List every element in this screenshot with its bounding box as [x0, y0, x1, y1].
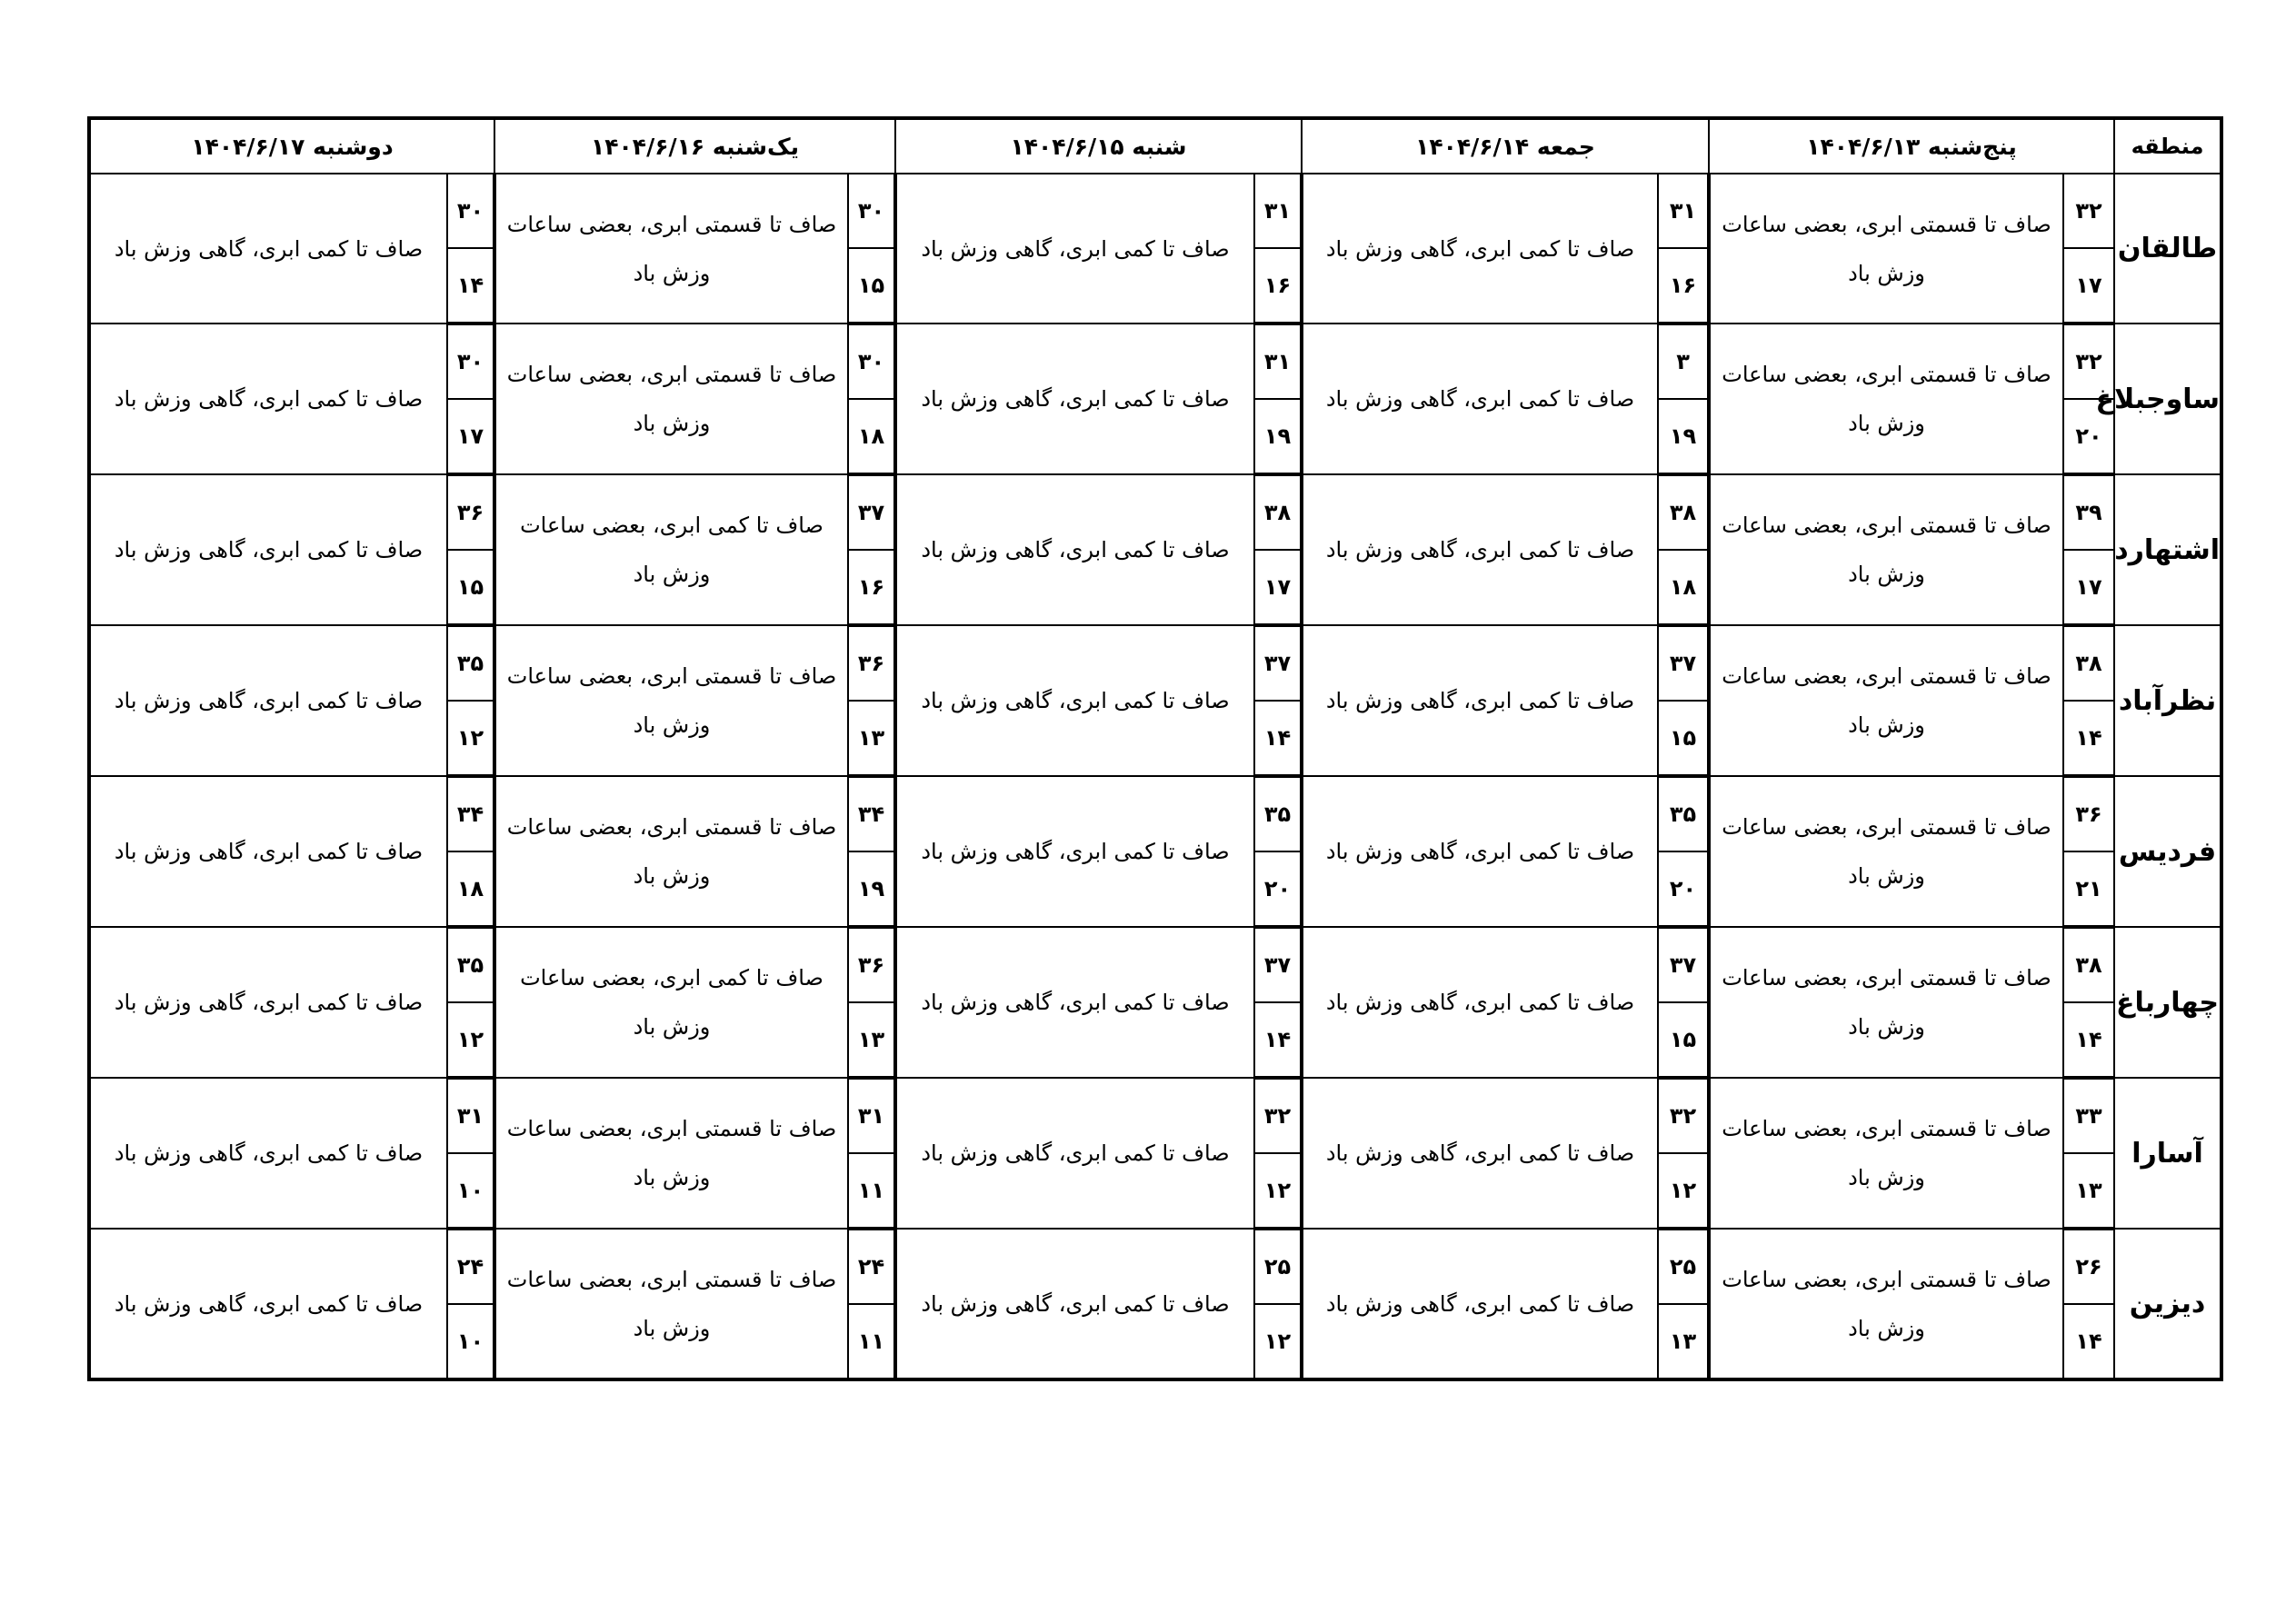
min-temperature: ۱۶ [1658, 248, 1709, 324]
region-column-header: منطقه [2114, 118, 2221, 174]
min-temperature: ۱۳ [848, 701, 895, 776]
min-temperature: ۱۵ [1658, 701, 1709, 776]
weather-description: صاف تا کمی ابری، گاهی وزش باد [89, 1078, 447, 1229]
region-name: آسارا [2114, 1078, 2221, 1229]
max-temperature: ۳۰ [848, 324, 895, 399]
max-temperature: ۳۸ [2063, 625, 2114, 701]
max-temperature: ۳۰ [447, 174, 494, 248]
weather-description: صاف تا قسمتی ابری، بعضی ساعات وزش باد [494, 1229, 848, 1379]
weather-description: صاف تا قسمتی ابری، بعضی ساعات وزش باد [494, 324, 848, 474]
min-temperature: ۱۷ [2063, 550, 2114, 625]
min-temperature: ۲۰ [2063, 399, 2114, 474]
weather-description: صاف تا کمی ابری، گاهی وزش باد [89, 324, 447, 474]
min-temperature: ۱۴ [2063, 701, 2114, 776]
max-temperature: ۳۷ [1254, 625, 1302, 701]
min-temperature: ۱۵ [447, 550, 494, 625]
header-row [89, 118, 2221, 174]
weather-description: صاف تا کمی ابری، گاهی وزش باد [1302, 927, 1658, 1078]
weather-description: صاف تا قسمتی ابری، بعضی ساعات وزش باد [494, 625, 848, 776]
weather-description: صاف تا کمی ابری، گاهی وزش باد [1302, 1078, 1658, 1229]
min-temperature: ۱۱ [848, 1304, 895, 1379]
weather-description: صاف تا کمی ابری، گاهی وزش باد [895, 927, 1254, 1078]
max-temperature: ۳۵ [447, 927, 494, 1002]
table-row [89, 927, 2221, 1002]
min-temperature: ۱۲ [1658, 1153, 1709, 1229]
max-temperature: ۳۹ [2063, 474, 2114, 550]
weather-description: صاف تا قسمتی ابری، بعضی ساعات وزش باد [494, 776, 848, 927]
weather-description: صاف تا قسمتی ابری، بعضی ساعات وزش باد [1709, 1078, 2063, 1229]
weather-description: صاف تا کمی ابری، گاهی وزش باد [89, 474, 447, 625]
weather-description: صاف تا کمی ابری، گاهی وزش باد [1302, 625, 1658, 776]
weather-description: صاف تا کمی ابری، گاهی وزش باد [89, 927, 447, 1078]
region-name: ساوجبلاغ [2114, 324, 2221, 474]
max-temperature: ۳۷ [1658, 927, 1709, 1002]
region-name: طالقان [2114, 174, 2221, 324]
weather-description: صاف تا کمی ابری، گاهی وزش باد [1302, 324, 1658, 474]
min-temperature: ۱۴ [2063, 1304, 2114, 1379]
min-temperature: ۱۹ [1254, 399, 1302, 474]
min-temperature: ۱۳ [2063, 1153, 2114, 1229]
min-temperature: ۱۴ [1254, 701, 1302, 776]
min-temperature: ۱۸ [848, 399, 895, 474]
min-temperature: ۱۲ [1254, 1304, 1302, 1379]
max-temperature: ۲۵ [1658, 1229, 1709, 1304]
min-temperature: ۱۷ [1254, 550, 1302, 625]
weather-description: صاف تا کمی ابری، گاهی وزش باد [1302, 1229, 1658, 1379]
max-temperature: ۳۱ [1254, 324, 1302, 399]
max-temperature: ۳۲ [1254, 1078, 1302, 1153]
day-column-header: شنبه ۱۴۰۴/۶/۱۵ [895, 118, 1302, 174]
min-temperature: ۱۹ [848, 851, 895, 927]
day-column-header: دوشنبه ۱۴۰۴/۶/۱۷ [89, 118, 494, 174]
weather-description: صاف تا کمی ابری، بعضی ساعات وزش باد [494, 927, 848, 1078]
max-temperature: ۳۷ [1658, 625, 1709, 701]
weather-description: صاف تا کمی ابری، گاهی وزش باد [89, 625, 447, 776]
min-temperature: ۱۶ [1254, 248, 1302, 324]
day-column-header: جمعه ۱۴۰۴/۶/۱۴ [1302, 118, 1709, 174]
region-name: فردیس [2114, 776, 2221, 927]
min-temperature: ۱۹ [1658, 399, 1709, 474]
max-temperature: ۳۱ [848, 1078, 895, 1153]
weather-description: صاف تا قسمتی ابری، بعضی ساعات وزش باد [1709, 776, 2063, 927]
max-temperature: ۳۶ [848, 927, 895, 1002]
min-temperature: ۱۱ [848, 1153, 895, 1229]
table-row [89, 1078, 2221, 1153]
max-temperature: ۳۶ [2063, 776, 2114, 851]
min-temperature: ۱۲ [447, 701, 494, 776]
day-column-header: یک‌شنبه ۱۴۰۴/۶/۱۶ [494, 118, 895, 174]
weather-description: صاف تا قسمتی ابری، بعضی ساعات وزش باد [494, 1078, 848, 1229]
max-temperature: ۲۶ [2063, 1229, 2114, 1304]
weather-description: صاف تا قسمتی ابری، بعضی ساعات وزش باد [1709, 927, 2063, 1078]
max-temperature: ۳ [1658, 324, 1709, 399]
max-temperature: ۳۶ [447, 474, 494, 550]
max-temperature: ۳۸ [1254, 474, 1302, 550]
max-temperature: ۳۷ [1254, 927, 1302, 1002]
weather-description: صاف تا قسمتی ابری، بعضی ساعات وزش باد [1709, 625, 2063, 776]
weather-description: صاف تا کمی ابری، گاهی وزش باد [895, 625, 1254, 776]
day-column-header: پنج‌شنبه ۱۴۰۴/۶/۱۳ [1709, 118, 2114, 174]
min-temperature: ۱۰ [447, 1153, 494, 1229]
max-temperature: ۳۵ [1658, 776, 1709, 851]
max-temperature: ۳۲ [2063, 174, 2114, 248]
table-row [89, 324, 2221, 399]
weather-description: صاف تا کمی ابری، گاهی وزش باد [1302, 474, 1658, 625]
max-temperature: ۲۴ [447, 1229, 494, 1304]
weather-description: صاف تا قسمتی ابری، بعضی ساعات وزش باد [1709, 174, 2063, 324]
weather-description: صاف تا کمی ابری، گاهی وزش باد [89, 1229, 447, 1379]
max-temperature: ۳۱ [1254, 174, 1302, 248]
weather-description: صاف تا کمی ابری، بعضی ساعات وزش باد [494, 474, 848, 625]
weather-description: صاف تا قسمتی ابری، بعضی ساعات وزش باد [494, 174, 848, 324]
min-temperature: ۱۷ [2063, 248, 2114, 324]
max-temperature: ۳۸ [2063, 927, 2114, 1002]
weather-description: صاف تا کمی ابری، گاهی وزش باد [895, 474, 1254, 625]
min-temperature: ۱۵ [848, 248, 895, 324]
table-row [89, 174, 2221, 248]
table-row [89, 625, 2221, 701]
min-temperature: ۱۷ [447, 399, 494, 474]
min-temperature: ۱۸ [447, 851, 494, 927]
min-temperature: ۲۱ [2063, 851, 2114, 927]
table-row [89, 776, 2221, 851]
min-temperature: ۱۸ [1658, 550, 1709, 625]
table-row [89, 1229, 2221, 1304]
weather-forecast-table [87, 116, 2223, 1381]
min-temperature: ۱۶ [848, 550, 895, 625]
min-temperature: ۲۰ [1658, 851, 1709, 927]
weather-description: صاف تا کمی ابری، گاهی وزش باد [895, 1078, 1254, 1229]
min-temperature: ۱۲ [447, 1002, 494, 1078]
max-temperature: ۲۴ [848, 1229, 895, 1304]
weather-description: صاف تا کمی ابری، گاهی وزش باد [895, 1229, 1254, 1379]
max-temperature: ۳۲ [2063, 324, 2114, 399]
weather-description: صاف تا قسمتی ابری، بعضی ساعات وزش باد [1709, 324, 2063, 474]
max-temperature: ۳۲ [1658, 1078, 1709, 1153]
min-temperature: ۱۳ [848, 1002, 895, 1078]
weather-description: صاف تا کمی ابری، گاهی وزش باد [895, 174, 1254, 324]
max-temperature: ۳۶ [848, 625, 895, 701]
min-temperature: ۱۴ [447, 248, 494, 324]
max-temperature: ۳۰ [848, 174, 895, 248]
weather-description: صاف تا کمی ابری، گاهی وزش باد [1302, 776, 1658, 927]
weather-description: صاف تا قسمتی ابری، بعضی ساعات وزش باد [1709, 1229, 2063, 1379]
region-name: اشتهارد [2114, 474, 2221, 625]
max-temperature: ۳۱ [1658, 174, 1709, 248]
region-name: دیزین [2114, 1229, 2221, 1379]
weather-description: صاف تا قسمتی ابری، بعضی ساعات وزش باد [1709, 474, 2063, 625]
min-temperature: ۱۳ [1658, 1304, 1709, 1379]
min-temperature: ۱۲ [1254, 1153, 1302, 1229]
min-temperature: ۱۴ [1254, 1002, 1302, 1078]
region-name: چهارباغ [2114, 927, 2221, 1078]
max-temperature: ۳۴ [447, 776, 494, 851]
min-temperature: ۱۴ [2063, 1002, 2114, 1078]
max-temperature: ۳۸ [1658, 474, 1709, 550]
min-temperature: ۱۰ [447, 1304, 494, 1379]
min-temperature: ۲۰ [1254, 851, 1302, 927]
max-temperature: ۳۵ [447, 625, 494, 701]
forecast-body [89, 174, 2221, 1379]
weather-description: صاف تا کمی ابری، گاهی وزش باد [895, 324, 1254, 474]
weather-description: صاف تا کمی ابری، گاهی وزش باد [89, 174, 447, 324]
max-temperature: ۳۵ [1254, 776, 1302, 851]
weather-description: صاف تا کمی ابری، گاهی وزش باد [1302, 174, 1658, 324]
max-temperature: ۳۱ [447, 1078, 494, 1153]
weather-description: صاف تا کمی ابری، گاهی وزش باد [89, 776, 447, 927]
max-temperature: ۳۰ [447, 324, 494, 399]
max-temperature: ۲۵ [1254, 1229, 1302, 1304]
region-name: نظرآباد [2114, 625, 2221, 776]
max-temperature: ۳۷ [848, 474, 895, 550]
max-temperature: ۳۴ [848, 776, 895, 851]
max-temperature: ۳۳ [2063, 1078, 2114, 1153]
table-row [89, 474, 2221, 550]
min-temperature: ۱۵ [1658, 1002, 1709, 1078]
weather-description: صاف تا کمی ابری، گاهی وزش باد [895, 776, 1254, 927]
